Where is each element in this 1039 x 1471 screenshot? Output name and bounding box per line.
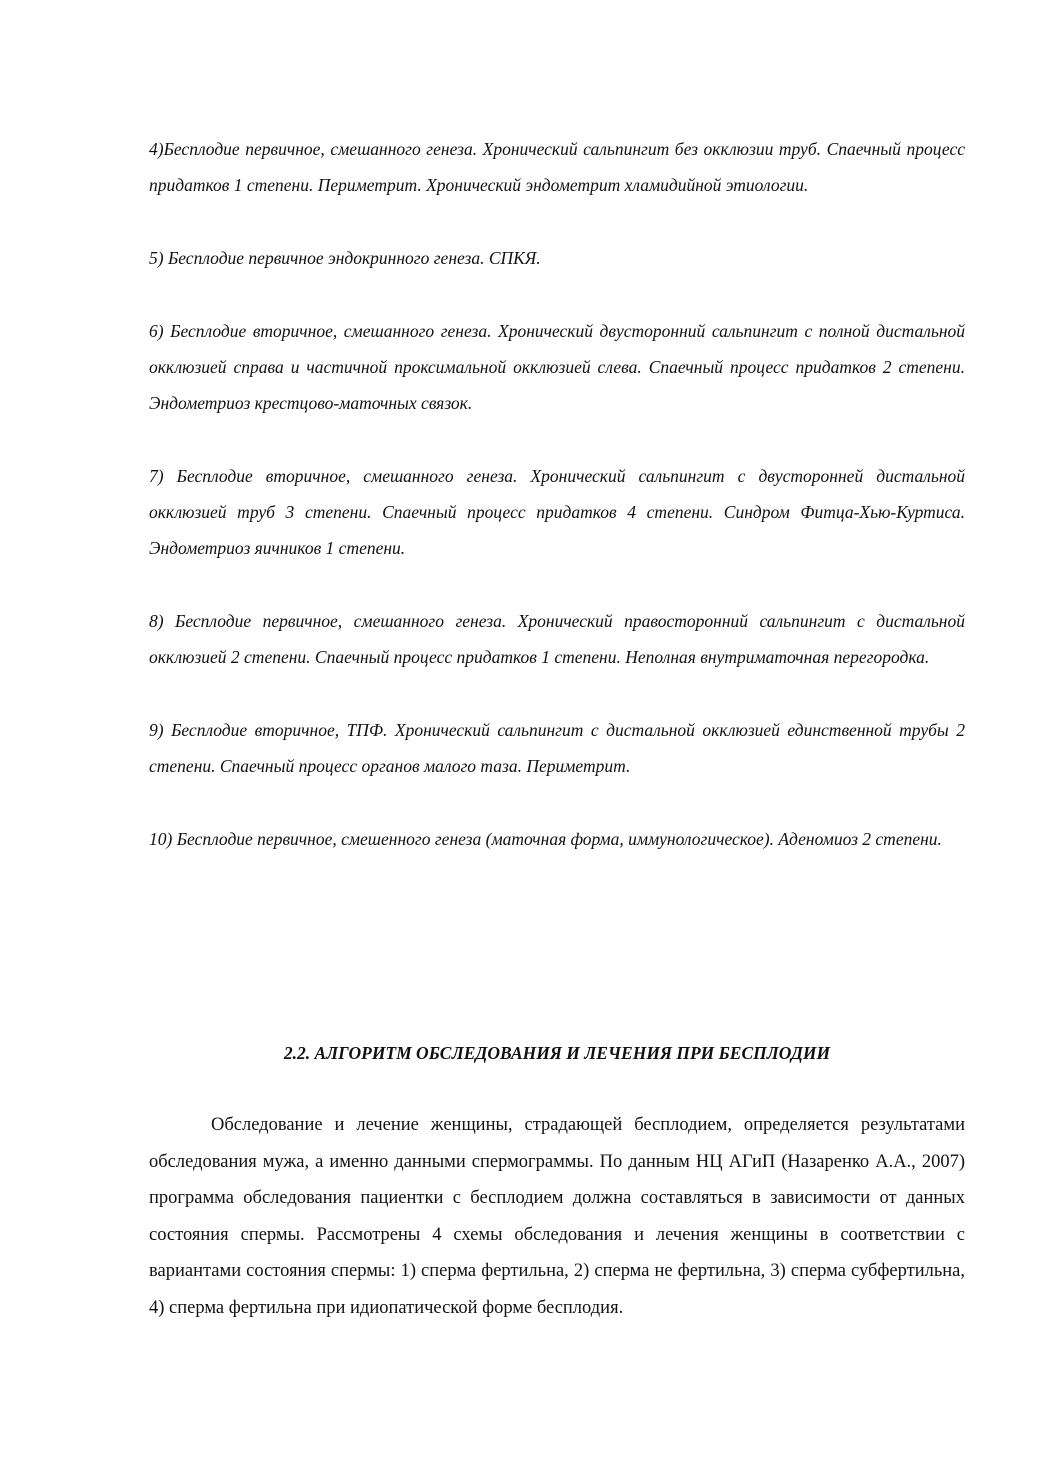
section-title: 2.2. АЛГОРИТМ ОБСЛЕДОВАНИЯ И ЛЕЧЕНИЯ ПРИ БЕСПЛОДИИ <box>283 1043 831 1063</box>
diagnosis-item-4: 4)Бесплодие первичное, смешанного генеза. Хронический сальпингит без окклюзии труб. Спаечный процесс придатков 1 степени. Периметрит. Хронический эндометрит хламидийной этиологии. <box>149 139 965 195</box>
diagnosis-list <box>149 131 965 857</box>
diagnosis-item-7: 7) Бесплодие вторичное, смешанного генеза. Хронический сальпингит с двусторонней дистальной окклюзией труб 3 степени. Спаечный процесс придатков 4 степени. Синдром Фитца-Хью-Куртиса. Эндометриоз яичников 1 степени. <box>149 466 965 558</box>
diagnosis-item-9: 9) Бесплодие вторичное, ТПФ. Хронический сальпингит с дистальной окклюзией единственной трубы 2 степени. Спаечный процесс органов малого таза. Периметрит. <box>149 720 965 776</box>
diagnosis-item-8: 8) Бесплодие первичное, смешанного генеза. Хронический правосторонний сальпингит с дистальной окклюзией 2 степени. Спаечный процесс придатков 1 степени. Неполная внутриматочная перегородка. <box>149 611 965 667</box>
section-paragraph: Обследование и лечение женщины, страдающей бесплодием, определяется результатами обследования мужа, а именно данными спермограммы. По данным НЦ АГиП (Назаренко А.А., 2007) программа обследования пациентки с бесплодием должна составляться в зависимости от данных состояния спермы. Рассмотрены 4 схемы обследования и лечения женщины в соответствии с вариантами состояния спермы: 1) сперма фертильна, 2) сперма не фертильна, 3) сперма субфертильна, 4) сперма фертильна при идиопатической форме бесплодия. <box>149 1115 965 1318</box>
diagnosis-item-5: 5) Бесплодие первичное эндокринного генеза. СПКЯ. <box>149 248 541 268</box>
diagnosis-item-10: 10) Бесплодие первичное, смешенного генеза (маточная форма, иммунологическое). Аденомиоз 2 степени. <box>149 829 942 849</box>
diagnosis-item-6: 6) Бесплодие вторичное, смешанного генеза. Хронический двусторонний сальпингит с полной дистальной окклюзией справа и частичной проксимальной окклюзией слева. Спаечный процесс придатков 2 степени. Эндометриоз крестцово-маточных связок. <box>149 321 965 413</box>
